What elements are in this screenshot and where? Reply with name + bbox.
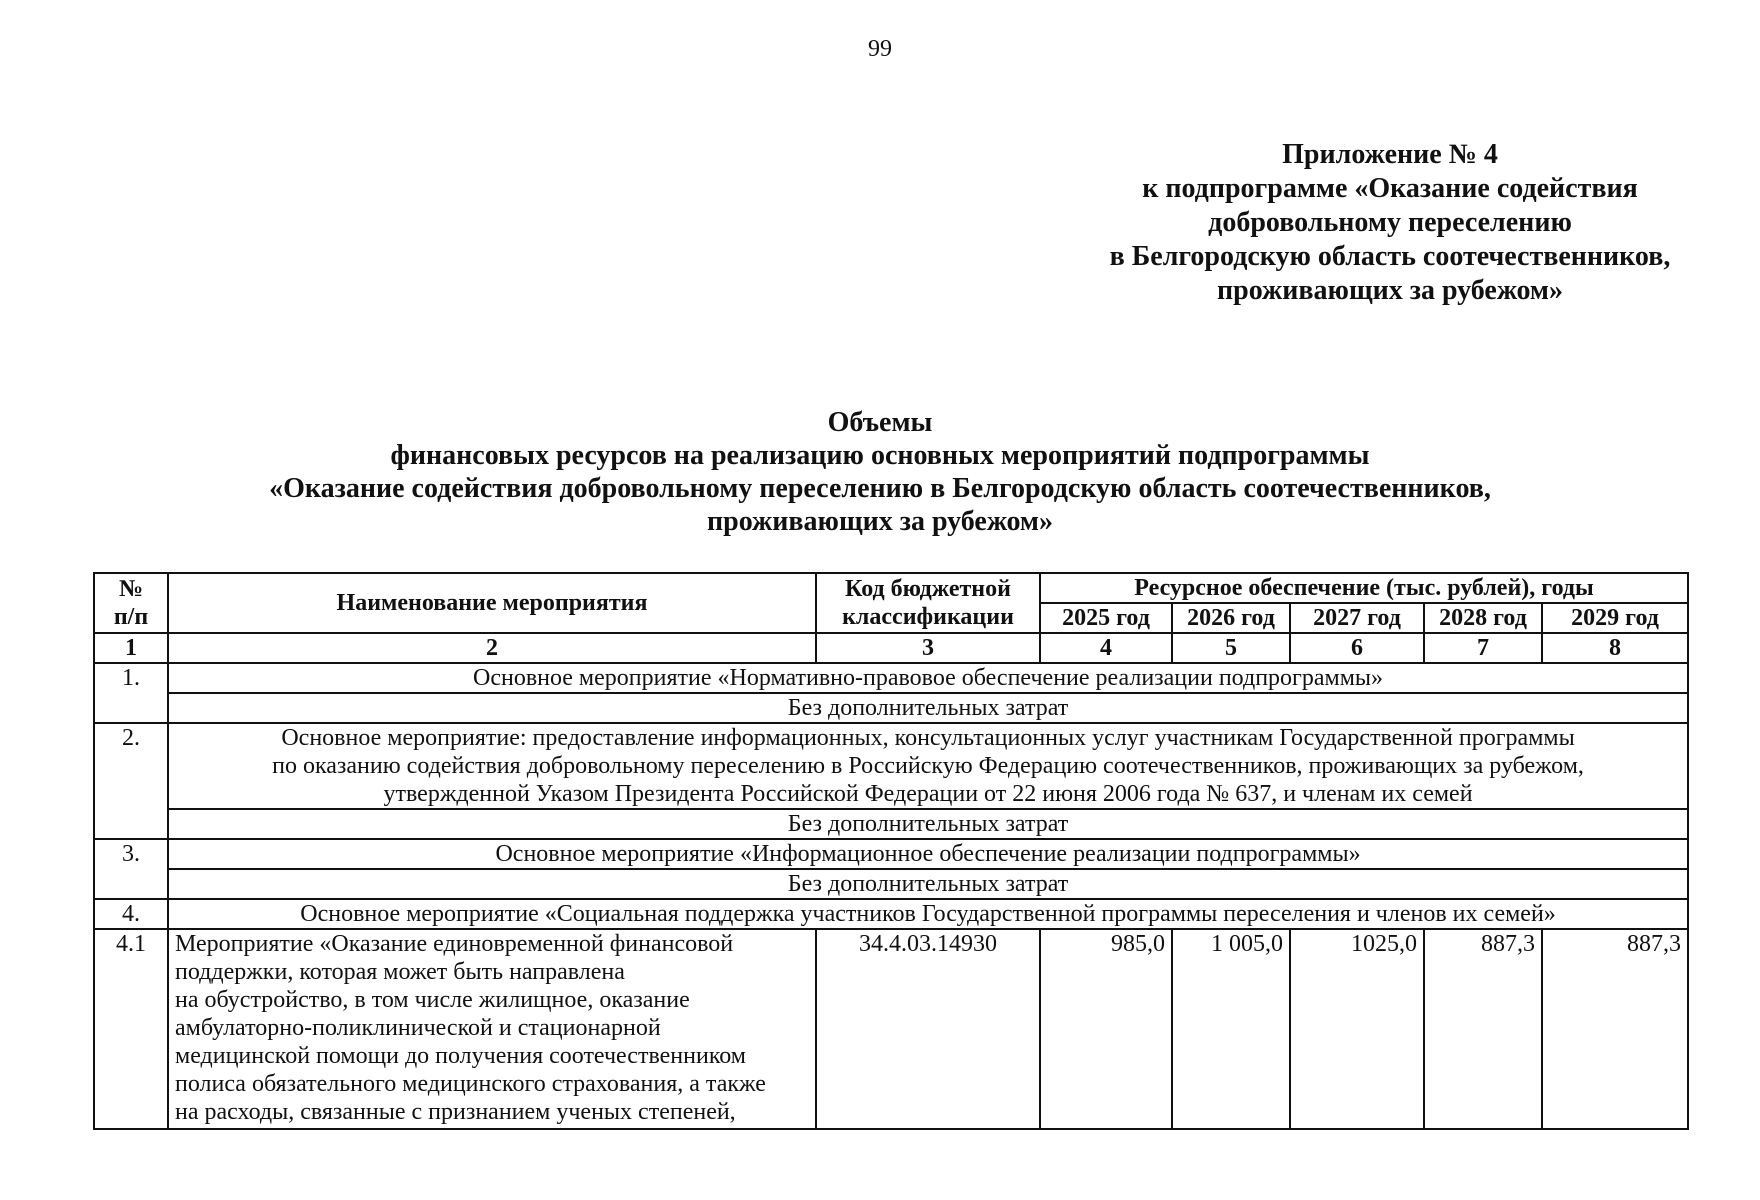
column-number: 3 — [816, 633, 1040, 663]
section-title — [168, 723, 1688, 809]
section-title-line: утвержденной Указом Президента Российской Федерации от 22 июня 2006 года № 637, и членам их семей — [383, 781, 1473, 807]
section-note: Без дополнительных затрат — [168, 809, 1688, 839]
section-number: 4. — [94, 899, 168, 929]
table-row — [94, 693, 1688, 723]
section-title-line: Основное мероприятие «Информационное обеспечение реализации подпрограммы» — [495, 841, 1361, 867]
header-num-line1: № — [118, 576, 144, 602]
title-line: «Оказание содействия добровольному переселению в Белгородскую область соотечественников, — [269, 473, 1491, 504]
appendix-heading — [1060, 138, 1720, 308]
event-value-2028: 887,3 — [1424, 929, 1542, 1129]
column-number: 8 — [1542, 633, 1688, 663]
column-number: 7 — [1424, 633, 1542, 663]
event-code: 34.4.03.14930 — [816, 929, 1040, 1129]
table-row — [94, 929, 1688, 1129]
event-value-2027: 1025,0 — [1290, 929, 1424, 1129]
section-note: Без дополнительных затрат — [168, 693, 1688, 723]
header-year-2028: 2028 год — [1424, 603, 1542, 633]
column-number: 4 — [1040, 633, 1172, 663]
event-name-line: амбулаторно-поликлинической и стационарной — [175, 1015, 661, 1041]
section-number: 3. — [94, 839, 168, 899]
header-resources-cell — [1040, 573, 1688, 603]
event-name-line: полиса обязательного медицинского страхования, а также — [175, 1071, 766, 1097]
event-value-2029: 887,3 — [1542, 929, 1688, 1129]
title-line: Объемы — [827, 407, 933, 438]
event-name-line: поддержки, которая может быть направлена — [175, 959, 625, 985]
table-row — [94, 839, 1688, 869]
header-resources-label: Ресурсное обеспечение (тыс. рублей), годы — [1134, 575, 1594, 601]
column-number: 6 — [1290, 633, 1424, 663]
table-row — [94, 723, 1688, 809]
column-number: 5 — [1172, 633, 1290, 663]
appendix-line: к подпрограмме «Оказание содействия — [1142, 173, 1638, 204]
column-numbers-row — [94, 633, 1688, 663]
event-name-line: на расходы, связанные с признанием ученых степеней, — [175, 1099, 736, 1125]
event-value-2025: 985,0 — [1040, 929, 1172, 1129]
header-num-cell — [94, 573, 168, 633]
event-name — [168, 929, 816, 1129]
table-row — [94, 663, 1688, 693]
header-year-2026: 2026 год — [1172, 603, 1290, 633]
column-number: 1 — [94, 633, 168, 663]
appendix-line: добровольному переселению — [1208, 207, 1572, 238]
section-title — [168, 899, 1688, 929]
appendix-line: в Белгородскую область соотечественников, — [1109, 241, 1671, 272]
header-code-line2: классификации — [842, 604, 1014, 630]
title-line: проживающих за рубежом» — [706, 506, 1054, 537]
financing-table — [93, 572, 1689, 1130]
appendix-line: проживающих за рубежом» — [1216, 275, 1564, 306]
table-row — [94, 899, 1688, 929]
section-title — [168, 663, 1688, 693]
section-title-line: Основное мероприятие «Социальная поддержка участников Государственной программы переселения и членов их семей» — [300, 901, 1556, 927]
section-title-line: Основное мероприятие «Нормативно-правовое обеспечение реализации подпрограммы» — [472, 665, 1384, 691]
section-note: Без дополнительных затрат — [168, 869, 1688, 899]
document-title — [0, 406, 1760, 538]
appendix-line: Приложение № 4 — [1282, 139, 1498, 170]
header-year-2029: 2029 год — [1542, 603, 1688, 633]
section-number: 1. — [94, 663, 168, 723]
header-year-2027: 2027 год — [1290, 603, 1424, 633]
event-value-2026: 1 005,0 — [1172, 929, 1290, 1129]
section-title-line: Основное мероприятие: предоставление информационных, консультационных услуг участникам Государственной программы — [281, 725, 1575, 751]
table-row — [94, 809, 1688, 839]
title-line: финансовых ресурсов на реализацию основных мероприятий подпрограммы — [390, 440, 1370, 471]
header-year-2025: 2025 год — [1040, 603, 1172, 633]
section-title — [168, 839, 1688, 869]
header-name-cell: Наименование мероприятия — [168, 573, 816, 633]
event-name-line: медицинской помощи до получения соотечественником — [175, 1043, 746, 1069]
column-number: 2 — [168, 633, 816, 663]
header-num-line2: п/п — [113, 604, 149, 630]
page-number: 99 — [868, 36, 892, 62]
event-name-line: Мероприятие «Оказание единовременной финансовой — [175, 931, 734, 957]
event-name-line: на обустройство, в том числе жилищное, оказание — [175, 987, 690, 1013]
section-number: 2. — [94, 723, 168, 839]
table-row — [94, 869, 1688, 899]
table-header-row — [94, 573, 1688, 603]
section-title-line: по оказанию содействия добровольному переселению в Российскую Федерацию соотечественников, проживающих за рубежом, — [272, 753, 1584, 779]
header-code-cell — [816, 573, 1040, 633]
header-code-line1: Код бюджетной — [845, 576, 1011, 602]
event-number: 4.1 — [94, 929, 168, 1129]
